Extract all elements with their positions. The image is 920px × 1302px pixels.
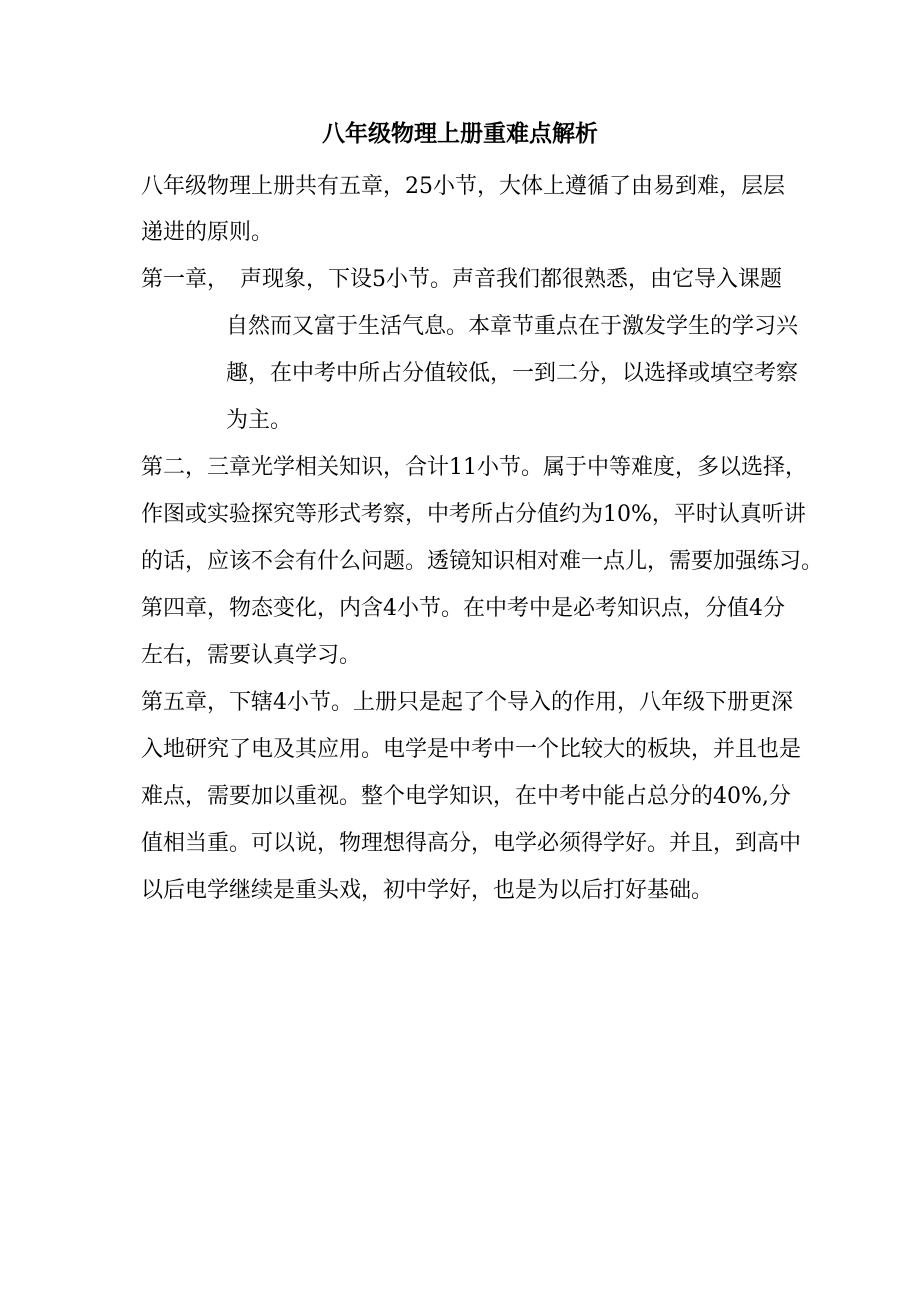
paragraph-line: 第一章， 声现象，下设5小节。声音我们都很熟悉，由它导入课题 xyxy=(141,267,782,292)
paragraph-line: 第五章，下辖4小节。上册只是起了个导入的作用，八年级下册更深 xyxy=(141,690,793,715)
paragraph-line: 入地研究了电及其应用。电学是中考中一个比较大的板块，并且也是 xyxy=(141,737,802,762)
paragraph-line: 第二，三章光学相关知识，合计11小节。属于中等难度，多以选择， xyxy=(141,455,807,480)
paragraph-line: 趣，在中考中所占分值较低，一到二分，以选择或填空考察 xyxy=(226,361,799,386)
paragraph-line: 为主。 xyxy=(226,408,293,433)
paragraph-line: 递进的原则。 xyxy=(141,220,274,245)
paragraph-line: 难点，需要加以重视。整个电学知识，在中考中能占总分的40%,分 xyxy=(141,784,791,809)
paragraph-line: 自然而又富于生活气息。本章节重点在于激发学生的学习兴 xyxy=(226,314,799,339)
document-title: 八年级物理上册重难点解析 xyxy=(322,120,598,147)
paragraph-line: 作图或实验探究等形式考察，中考所占分值约为10%，平时认真听讲 xyxy=(141,502,806,527)
paragraph-line: 左右，需要认真学习。 xyxy=(141,643,362,668)
paragraph-line: 以后电学继续是重头戏，初中学好，也是为以后打好基础。 xyxy=(141,878,714,903)
paragraph-line: 第四章，物态变化，内含4小节。在中考中是必考知识点，分值4分 xyxy=(141,596,785,621)
paragraph-line: 值相当重。可以说，物理想得高分，电学必须得学好。并且，到高中 xyxy=(141,831,802,856)
paragraph-line: 的话，应该不会有什么问题。透镜知识相对难一点儿，需要加强练习。 xyxy=(141,549,824,574)
paragraph-line: 八年级物理上册共有五章，25小节，大体上遵循了由易到难，层层 xyxy=(141,174,785,199)
